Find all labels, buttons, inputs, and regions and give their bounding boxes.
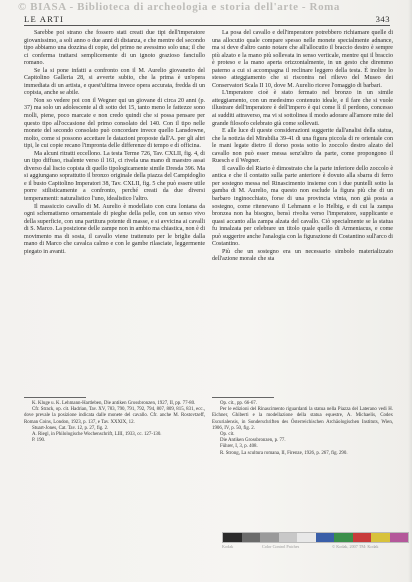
page-edge-shadow [408, 0, 412, 582]
footnote: R. Strong, La scultura romana, II, Firenze, 1926, p. 267, fig. 290. [220, 450, 348, 456]
color-patch [334, 533, 353, 542]
color-patch [297, 533, 316, 542]
color-patch [316, 533, 335, 542]
footnote-rule [212, 397, 274, 398]
left-column [24, 30, 205, 256]
footnote: Führer, I, 3, p. 408. [220, 444, 258, 450]
header-rule [24, 25, 390, 26]
section-title: LE ARTI [24, 14, 65, 24]
footnote: P. 190. [32, 438, 46, 444]
footnote: Cfr. Strack, op. cit. Hadrian, Tav. XV, 783, 790, 791, 792, 794, 807, 809, 815, 831, ecc., dove prevale la posizione indicata dalle monete del cavallo. Cfr. anche M. Rostovtzeff, Roman Coins, London, 1923, p. 137, e Tav. XXXIX, 12. [24, 407, 205, 425]
footnote: Op. cit., pp. 66-67. [220, 401, 257, 406]
paragraph: Non so vedere poi con il Wegner qui un giovane di circa 20 anni (p. 37) ma solo un adolescente al di sotto dei 15, tanto meno le fattezze sono molli, piene, poco marcate e non credo quindi che si possa pensare per questo tipo all'occasione del primo consolato del 140. Con il tipo nelle monete del secondo consolato può concordare invece quello Lansdowne, molto, come si possono accettare le datazioni proposte dall'A. per gli altri tipi, le cui copie recano l'impronta delle differenze di tempo e di officina. [24, 97, 205, 150]
footnotes-right [212, 401, 393, 457]
paragraph: La posa del cavallo e dell'imperatore potrebbero richiamare quelle di una allocutio quale compare spesso nelle monete specialmente adnance, ma si deve d'altro canto notare che all'allocutio il braccio destro è sempre più alzato e la mano più sollevata in senso verticale, mentre qui il braccio è proteso e la mano aperta orizzontalmente, in un gesto che diremmo paterno a cui si accompagna il reclinare leggero della testa. È inoltre lo stesso atteggiamento che si riscontra nel rilievo del Museo dei Conservatori Scala II 10, dove M. Aurelio riceve l'omaggio di barbari. [212, 30, 393, 89]
color-patch [390, 533, 409, 542]
color-patch [279, 533, 298, 542]
paragraph: Il cavallo del Riario è dimostrato che la parte inferiore dello zoccolo è antica e che il contatto sulla parte anteriore è dovuto alla sbarra di ferro per sostegno messa nel Rinascimento insieme con i due puntelli sotto la gamba di M. Aurelio, ma questo non esclude la figura più che di un barbaro inginocchiato, forse di una provincia vinta, non già posta a sostegno, come ritenevano il Lehmann e lo Helbig, e di cui la zampa bronzea non ha bisogno, bensì rivolta verso l'imperatore, supplicante e quasi accanto alla zampa alzata del cavallo. Ciò specialmente se la statua fu innalzata per celebrare un titolo quale quello di Armeniacus, e come può suggerire anche l'analogia con la figurazione di Costantino sull'arco di Costantino. [212, 165, 393, 248]
color-patch [371, 533, 390, 542]
scale-label: Kodak [222, 544, 234, 549]
scale-label: © Kodak, 2007 TM: Kodak [332, 544, 379, 549]
paragraph: Sarebbe poi strano che fossero stati creati due tipi dell'imperatore giovanissimo, a soli anno o due anni di distanza, e che mentre del secondo tipo abbiamo una dozzina di copie, del primo ne avessimo solo una; il che ci conferma trattarsi semplicemente di un ignoto grazioso fanciullo romano. [24, 30, 205, 67]
paragraph: E alle luce di queste considerazioni suggerite dall'analisi della statua, che la notizia del Mirabilia 39-41 di una figura piccola di re orientale con le mani legate dietro il dorso posta sotto lo zoccolo destro alzato del cavallo non può esser messa senz'altro da parte, come propongono il Ruesch e il Wegner. [212, 128, 393, 165]
paragraph: Più che un sostegno era un necessario simbolo materializzato dell'azione morale che sta [212, 248, 393, 263]
color-scale-bar [222, 532, 407, 580]
color-patch [242, 533, 261, 542]
footnote: K. Kluge u. K. Lehmann-Hartleben, Die antiken Grossbronzen, 1927, II, pp. 77-80. [32, 401, 196, 406]
footnote: Per le edizioni del Rinascimento riguardanti la statua nella Piazza del Laterano vedi H. Eichner, Ghiberti e la modellazione della statua equestre, A. Michaelis, Codex Escurialensis, in Sonderschriften des Österreichischen Archäologischen Instituts, Wien, 1906, IV, p. 50, fig. 2. [212, 407, 393, 431]
footnote-rule [24, 397, 86, 398]
page-number: 343 [375, 14, 390, 24]
footnotes-left [24, 401, 205, 444]
watermark: © BIASA - Biblioteca di archeologia e storia dell'arte - Roma [18, 1, 341, 13]
footnote: Die Antiken Grossbronzen, p. 77. [220, 438, 286, 444]
color-patch [353, 533, 372, 542]
footnote: Stuart-Jones, Cat. Tav. 12, p. 27, fig. 2. [32, 425, 109, 431]
footnote: Op. cit. [220, 432, 235, 438]
color-patches [222, 532, 409, 543]
color-patch [223, 533, 242, 542]
scale-label: Color Control Patches [262, 544, 300, 549]
paragraph: Se la si pone infatti a confronto con il M. Aurelio giovanetto del Capitolino Galleria 28, si avverte subito, che la prima è un'opera immediata di un artista, e quest'ultima invece opera accurata, fredda di un copista, anche se abile. [24, 67, 205, 97]
paragraph: L'imperatore cioè è stato fermato nel bronzo in un simile atteggiamento, con un medesimo contenuto ideale, e il fare che si vuole illustrare dell'imperatore è dell'impero è qui come lì il perdono, concesso ai sudditi attraverso, ma vi si sottolinea il modo adorare all'amore mite del grande filosofo celebrato già come sollevati. [212, 90, 393, 127]
footnote: A. Riegl, in Philologische Wochenschrift, LIII, 1933, cc. 127-130. [32, 432, 162, 438]
color-patch [260, 533, 279, 542]
paragraph: Il massiccio cavallo di M. Aurelio è modellato con cura lontana da ogni schematismo ornamentale di pieghe della pelle, con un senso vivo della superficie, con una partitura potente di masse, e si avvicina ai cavalli di S. Marco. La posizione delle zampe non in ambio ma chiastica, non è di movimento ma di sosta, il cavallo viene trattenuto per le briglie dalla mano di Marco che cavalca calmo e con le gambe rilasciate, leggermente piegato in avanti. [24, 203, 205, 255]
paragraph: Ma alcuni ritratti eccellono. La testa Terme 726, Tav. CXLII, fig. 4, di un tipo diffuso, risalente verso il 161, ci rivela una mano di maestro assai diverso dal liscio copista di quello tipologicamente simile Dresda 396. Ma si aggiungano soprattutto il bronzo originale della piazza del Campidoglio e il busto Capitolino Imperatori 38, Tav. CXLII, fig. 5 che può essere utile porre stilisticamente a confronto, perché creati da due diversi temperamenti: naturalistico l'uno, idealistico l'altro. [24, 150, 205, 203]
right-column [212, 30, 393, 264]
